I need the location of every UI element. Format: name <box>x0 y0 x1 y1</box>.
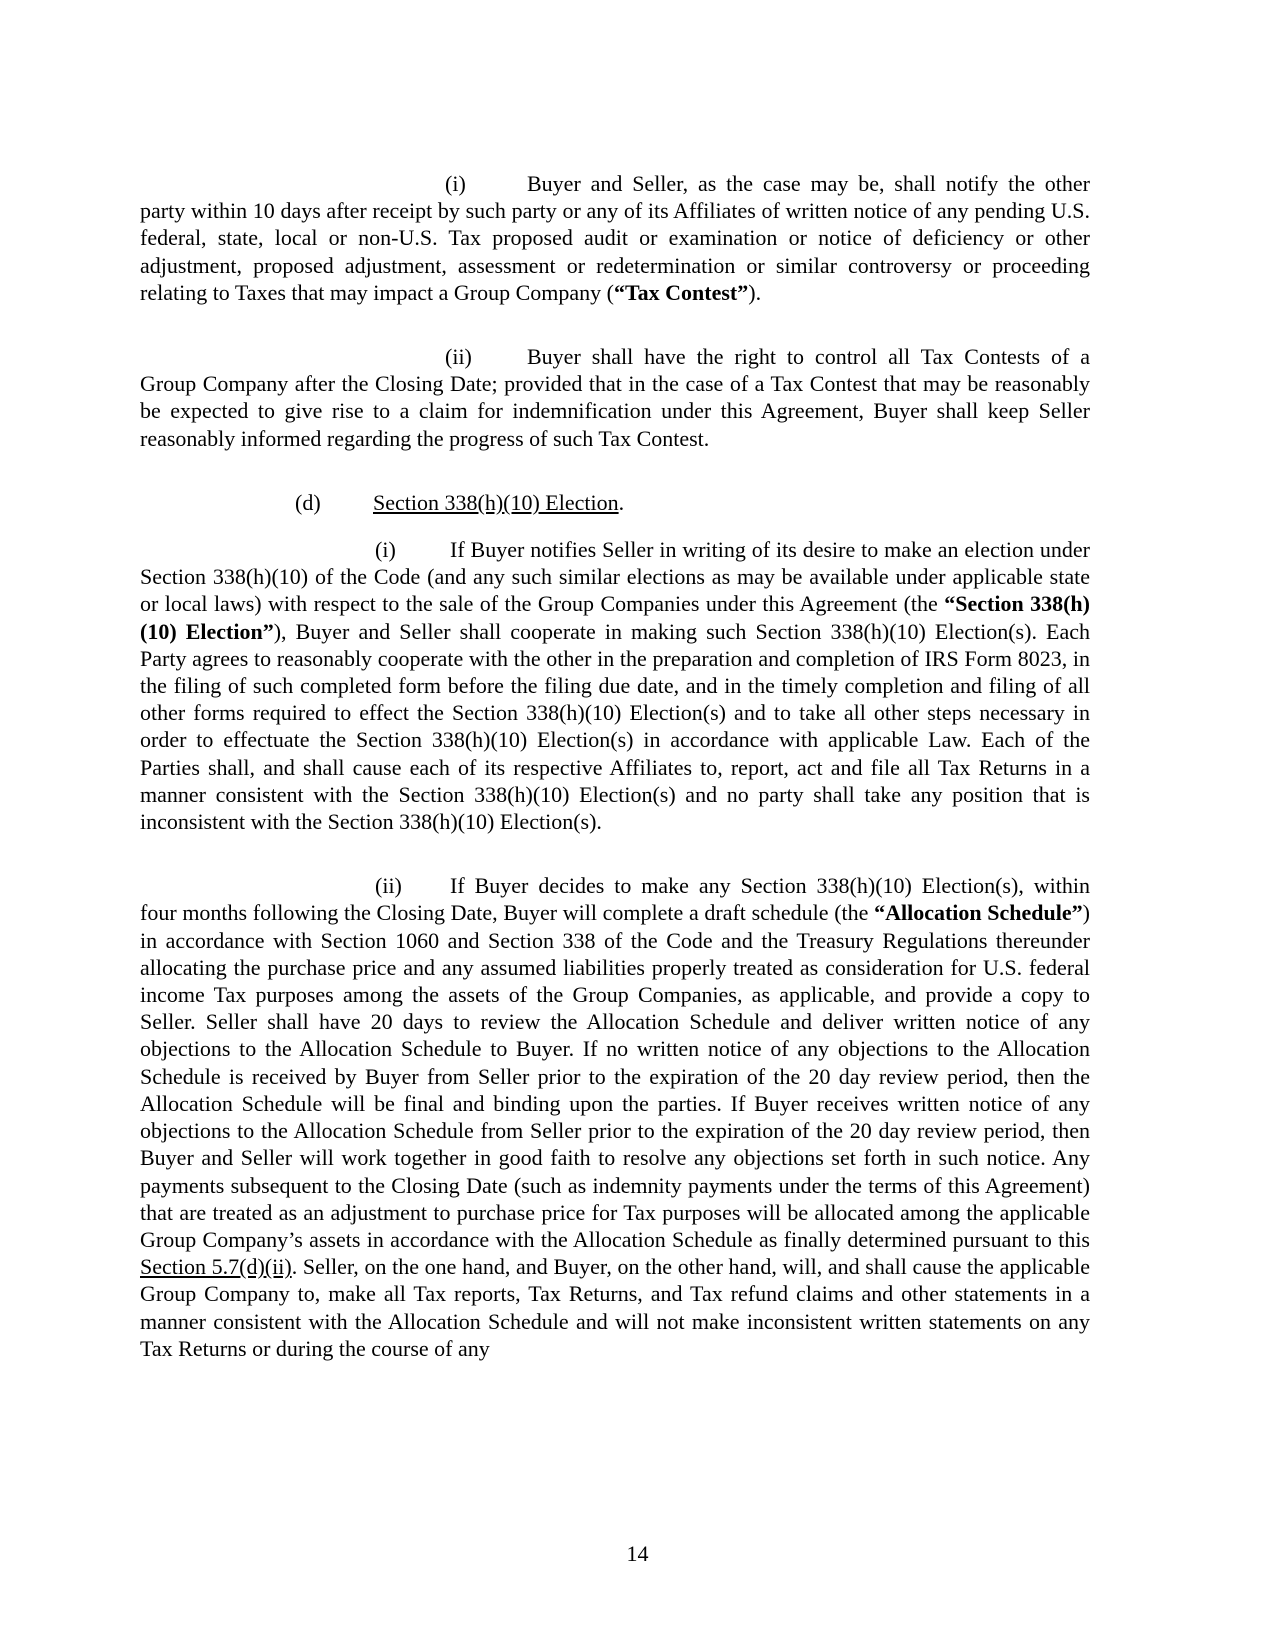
section-heading-d <box>140 489 1090 516</box>
page-footer <box>0 1540 1275 1567</box>
paragraph-text: ). <box>748 279 762 305</box>
section-label: (d) <box>295 489 321 515</box>
defined-term-allocation-schedule: “Allocation Schedule” <box>874 900 1083 926</box>
paragraph-c-ii <box>140 343 1090 452</box>
section-heading-period: . <box>618 489 625 515</box>
defined-term-section-338-election: “Section 338(h)(10) Election” <box>140 591 1090 644</box>
paragraph-label: (ii) <box>445 344 472 370</box>
first-line-indent <box>140 509 295 510</box>
paragraph-label: (ii) <box>375 873 402 899</box>
first-line-indent <box>140 363 445 364</box>
section-heading-title: Section 338(h)(10) Election <box>373 489 619 515</box>
paragraph-text: ) in accordance with Section 1060 and Section 338 of the Code and the Treasury Regulations thereunder allocating the purchase price and any assumed liabilities properly treated as consideration for U.S. federal income Tax purposes among the assets of the Group Companies, as applicable, and provide a copy to Seller. Seller shall have 20 days to review the Allocation Schedule and deliver written notice of any objections to the Allocation Schedule to Buyer. If no written notice of any objections to the Allocation Schedule is received by Buyer from Seller prior to the expiration of the 20 day review period, then the Allocation Schedule will be final and binding upon the parties. If Buyer receives written notice of any objections to the Allocation Schedule from Seller prior to the expiration of the 20 day review period, then Buyer and Seller will work together in good faith to resolve any objections set forth in such notice. Any payments subsequent to the Closing Date (such as indemnity payments under the terms of this Agreement) that are treated as an adjustment to purchase price for Tax purposes will be allocated among the applicable Group Company’s assets in accordance with the Allocation Schedule as finally determined pursuant to this <box>140 900 1090 1252</box>
paragraph-text: Buyer and Seller, as the case may be, shall notify the other party within 10 days after receipt by such party or any of its Affiliates of written notice of any pending U.S. federal, state, local or non-U.S. Tax proposed audit or examination or notice of deficiency or other adjustment, proposed adjustment, assessment or redetermination or similar controversy or proceeding relating to Taxes that may impact a Group Company ( <box>140 171 1090 305</box>
first-line-indent <box>140 892 375 893</box>
paragraph-c-i <box>140 170 1090 306</box>
first-line-indent <box>140 556 375 557</box>
paragraph-text: ), Buyer and Seller shall cooperate in making such Section 338(h)(10) Election(s). Each Party agrees to reasonably cooperate with the other in the preparation and completion of IRS Form 8023, in the filing of such completed form before the filing due date, and in the timely completion and filing of all other forms required to effect the Section 338(h)(10) Election(s) and to take all other steps necessary in order to effectuate the Section 338(h)(10) Election(s) in accordance with applicable Law. Each of the Parties shall, and shall cause each of its respective Affiliates to, report, act and file all Tax Returns in a manner consistent with the Section 338(h)(10) Election(s) and no party shall take any position that is inconsistent with the Section 338(h)(10) Election(s). <box>140 618 1090 835</box>
paragraph-text: If Buyer decides to make any Section 338(h)(10) Election(s), within four months following the Closing Date, Buyer will complete a draft schedule (the <box>140 873 1090 926</box>
paragraph-text: . Seller, on the one hand, and Buyer, on the other hand, will, and shall cause the applicable Group Company to, make all Tax reports, Tax Returns, and Tax refund claims and other statements in a manner consistent with the Allocation Schedule and will not make inconsistent written statements on any Tax Returns or during the course of any <box>140 1254 1090 1361</box>
section-cross-reference: Section 5.7(d)(ii) <box>140 1254 292 1280</box>
paragraph-d-i <box>140 536 1090 835</box>
paragraph-text: Buyer shall have the right to control all Tax Contests of a Group Company after the Closing Date; provided that in the case of a Tax Contest that may be reasonably be expected to give rise to a claim for indemnification under this Agreement, Buyer shall keep Seller reasonably informed regarding the progress of such Tax Contest. <box>140 344 1090 451</box>
first-line-indent <box>140 190 445 191</box>
document-body <box>140 170 1090 1399</box>
defined-term-tax-contest: “Tax Contest” <box>614 279 749 305</box>
paragraph-label: (i) <box>445 171 466 196</box>
paragraph-d-ii <box>140 872 1090 1362</box>
paragraph-label: (i) <box>375 537 396 563</box>
page-number: 14 <box>626 1541 649 1566</box>
paragraph-text: If Buyer notifies Seller in writing of its desire to make an election under Section 338(h)(10) of the Code (and any such similar elections as may be available under applicable state or local laws) with respect to the sale of the Group Companies under this Agreement (the <box>140 537 1090 617</box>
